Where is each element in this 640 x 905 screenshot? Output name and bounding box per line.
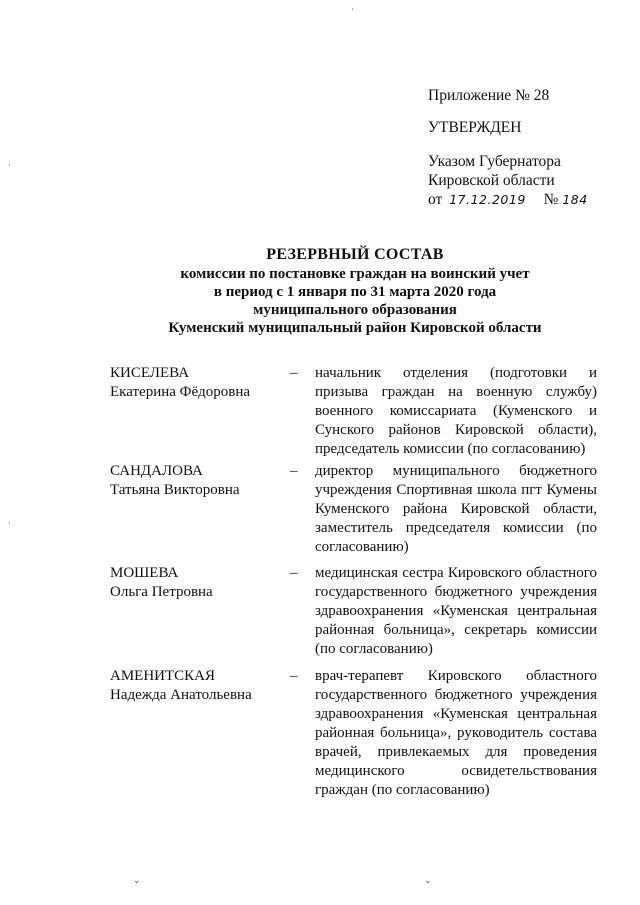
scan-speck-icon: ·	[8, 160, 11, 170]
decree-line-2: Кировской области	[428, 172, 555, 189]
member-role: медицинская сестра Кировского областного государственного бюджетного учреждения здравоохранения «Куменская центральная районная больница», секретарь комиссии (по согласованию)	[315, 565, 597, 657]
title-line-2: в период с 1 января по 31 марта 2020 года	[213, 284, 497, 300]
member-name	[110, 462, 290, 499]
document-title	[120, 245, 590, 337]
decree-line-1: Указом Губернатора	[428, 153, 561, 170]
member-name	[110, 667, 290, 704]
title-line-4: Куменский муниципальный район Кировской области	[168, 320, 542, 336]
number-prefix: №	[543, 191, 559, 208]
member-surname: КИСЕЛЕВА	[110, 365, 190, 381]
member-given-names: Ольга Петровна	[110, 583, 213, 600]
scan-speck-icon: ·	[351, 4, 354, 14]
member-given-names: Екатерина Фёдоровна	[110, 383, 251, 400]
title-line-3: муниципального образования	[253, 302, 457, 318]
member-role: директор муниципального бюджетного учреждения Спортивная школа пгт Кумены Куменского района Кировской области, заместитель председателя комиссии (по согласованию)	[315, 463, 597, 555]
appendix-number: Приложение № 28	[428, 87, 550, 104]
member-name	[110, 564, 290, 601]
handwritten-number: 184	[562, 192, 588, 207]
date-prefix: от	[428, 191, 443, 208]
decree-date-number	[428, 190, 588, 209]
title-main: РЕЗЕРВНЫЙ СОСТАВ	[266, 246, 444, 263]
member-role: начальник отделения (подготовки и призыва граждан на военную службу) военного комиссариата (Куменского и Сунского районов Кировской области), председатель комиссии (по согласованию)	[315, 365, 597, 457]
member-name	[110, 364, 290, 401]
member-dash: –	[290, 365, 298, 381]
scan-speck-icon: ·	[8, 518, 11, 528]
member-surname: АМЕНИТСКАЯ	[110, 668, 216, 684]
member-given-names: Надежда Анатольевна	[110, 686, 252, 703]
scan-speck-icon: ⌄	[133, 875, 141, 885]
member-surname: МОШЕВА	[110, 565, 179, 581]
approved-label: УТВЕРЖДЕН	[428, 119, 522, 136]
member-dash: –	[290, 565, 298, 581]
member-dash: –	[290, 463, 298, 479]
handwritten-date: 17.12.2019	[449, 192, 526, 207]
member-given-names: Татьяна Викторовна	[110, 481, 240, 498]
scan-speck-icon: ⌄	[424, 875, 432, 885]
title-line-1: комиссии по постановке граждан на воинский учет	[180, 266, 530, 282]
member-role: врач-терапевт Кировского областного государственного бюджетного учреждения здравоохранения «Куменская центральная районная больница», руководитель состава врачей, привлекаемых для проведения медицинского освидетельствования граждан (по согласованию)	[315, 668, 597, 798]
member-surname: САНДАЛОВА	[110, 463, 203, 479]
member-dash: –	[290, 668, 298, 684]
